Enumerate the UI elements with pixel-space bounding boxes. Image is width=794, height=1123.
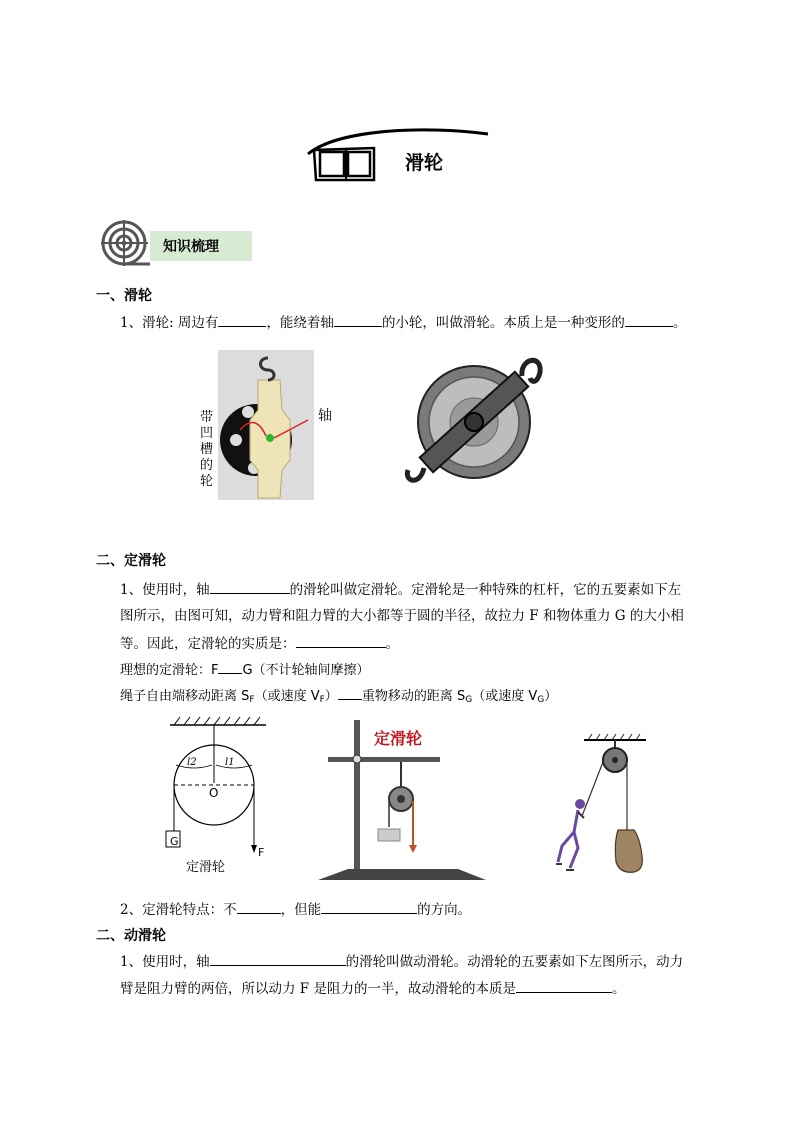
label-groove-wheel: 带凹槽的轮 xyxy=(200,410,214,489)
section-badge xyxy=(100,220,254,266)
header-book-arc-icon xyxy=(300,124,490,186)
section-heading-movable-pulley: 二、动滑轮 xyxy=(96,928,166,944)
badge-label: 知识梳理 xyxy=(163,239,219,255)
paragraph-pulley-definition: 1、滑轮: 周边有 ，能绕着轴 的小轮，叫做滑轮。本质上是一种变形的 。 xyxy=(120,312,686,333)
page-title: 滑轮 xyxy=(405,152,444,174)
label-l1: l1 xyxy=(225,757,235,768)
label-f: F xyxy=(258,846,265,859)
section-heading-fixed-pulley: 二、定滑轮 xyxy=(96,553,166,569)
target-icon xyxy=(100,220,150,266)
label-o: O xyxy=(209,786,219,800)
fig1-caption: 定滑轮 xyxy=(186,860,226,875)
paragraph-rope-distance: 绳子自由端移动距离 $S_F$（或速度 $V_F$） 重物移动的距离 $S_G$（或速度 $V_G$） xyxy=(120,685,557,710)
paragraph-movable-pulley-1: 1、使用时，轴 的滑轮叫做动滑轮。动滑轮的五要素如下左图所示，动力 xyxy=(120,951,683,972)
pulley-photo xyxy=(218,350,314,500)
pulley-diagram xyxy=(402,352,550,492)
fig2-title: 定滑轮 xyxy=(374,729,423,748)
paragraph-fixed-pulley-2: 图所示，由图可知，动力臂和阻力臂的大小都等于圆的半径，故拉力 F 和物体重力 G 的大小相 xyxy=(120,608,684,624)
paragraph-fixed-pulley-feature: 2、定滑轮特点：不 ，但能 的方向。 xyxy=(120,899,471,920)
label-axle: 轴 xyxy=(318,408,332,424)
label-g: G xyxy=(170,835,179,848)
label-l2: l2 xyxy=(187,757,197,768)
person-pulling-rope-illustration xyxy=(548,732,648,880)
paragraph-movable-pulley-2: 臂是阻力臂的两倍，所以动力 F 是阻力的一半，故动滑轮的本质是 。 xyxy=(120,978,625,999)
section-heading-pulley: 一、滑轮 xyxy=(96,288,152,304)
paragraph-ideal-fixed-pulley: 理想的定滑轮：F G（不计轮轴间摩擦） xyxy=(120,659,370,681)
paragraph-fixed-pulley-3: 等。因此，定滑轮的实质是： 。 xyxy=(120,633,399,654)
paragraph-fixed-pulley-1: 1、使用时，轴 的滑轮叫做定滑轮。定滑轮是一种特殊的杠杆，它的五要素如下左 xyxy=(120,579,681,600)
